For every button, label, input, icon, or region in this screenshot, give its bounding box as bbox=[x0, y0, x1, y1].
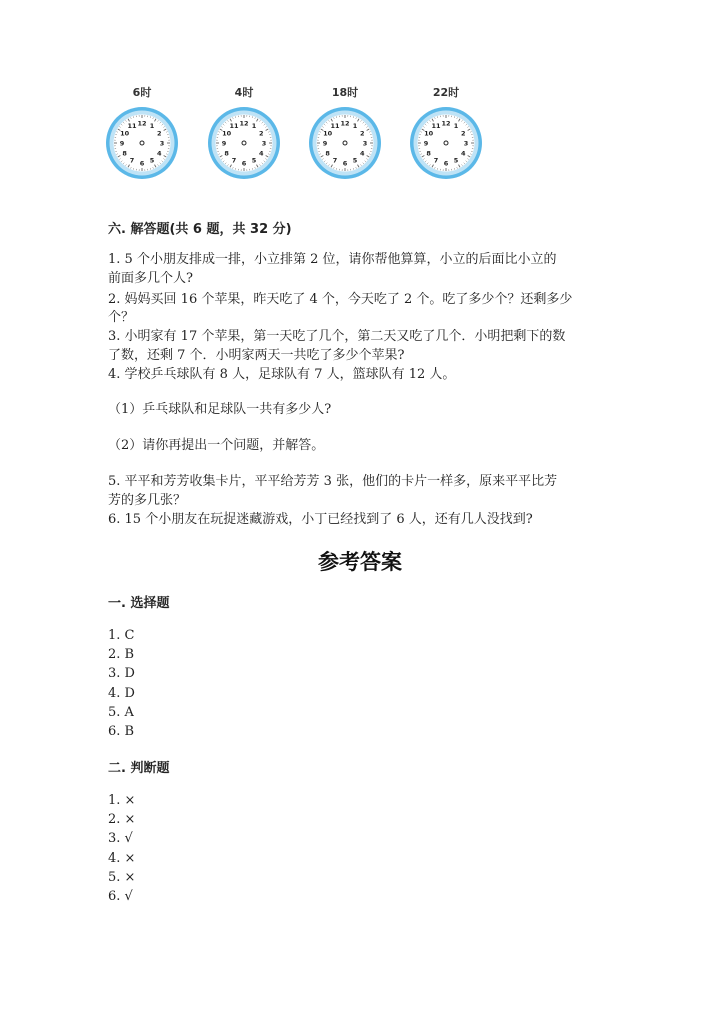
clock-number: 4 bbox=[259, 149, 264, 158]
question-1-line-1: 1. 5 个小朋友排成一排，小立排第 2 位，请你帮他算算，小立的后面比小立的 bbox=[108, 252, 557, 267]
clock-6 bbox=[103, 84, 181, 188]
clock-label: 18时 bbox=[331, 86, 359, 99]
clock-number: 3 bbox=[261, 139, 267, 148]
clock-number: 9 bbox=[322, 139, 328, 148]
clock-number: 2 bbox=[157, 129, 162, 138]
question-3-line-2: 了数，还剩 7 个．小明家两天一共吃了多少个苹果? bbox=[108, 348, 405, 363]
clock-number: 6 bbox=[241, 159, 247, 168]
clock-number: 11 bbox=[229, 122, 239, 131]
answers-part2-list bbox=[108, 791, 135, 906]
clock-4 bbox=[205, 84, 283, 188]
clock-row bbox=[103, 84, 493, 188]
clock-number: 11 bbox=[127, 122, 137, 131]
clock-face-icon bbox=[409, 106, 483, 180]
question-2-line-2: 个？ bbox=[108, 310, 135, 325]
clock-number: 4 bbox=[157, 149, 162, 158]
answer-item: 3. D bbox=[108, 666, 135, 682]
clock-number: 5 bbox=[149, 156, 155, 165]
clock-number: 11 bbox=[431, 122, 441, 131]
answer-item: 4. D bbox=[108, 685, 135, 701]
answer-item: 5. A bbox=[108, 704, 134, 720]
clock-face-icon bbox=[105, 106, 179, 180]
clock-number: 10 bbox=[120, 129, 130, 138]
clock-number: 10 bbox=[323, 129, 333, 138]
clock-number: 3 bbox=[159, 139, 165, 148]
clock-number: 1 bbox=[251, 122, 257, 131]
question-4-sub-1: （1）乒乓球队和足球队一共有多少人? bbox=[108, 402, 332, 417]
clock-number: 9 bbox=[119, 139, 125, 148]
question-2-line-1: 2. 妈妈买回 16 个苹果，昨天吃了 4 个，今天吃了 2 个。吃了多少个？还剩多少 bbox=[108, 292, 573, 307]
clock-label: 4时 bbox=[234, 86, 254, 99]
clock-number: 6 bbox=[342, 159, 348, 168]
question-1-line-2: 前面多几个人? bbox=[108, 271, 193, 286]
answer-item: 1. C bbox=[108, 628, 135, 643]
clock-number: 12 bbox=[137, 119, 147, 128]
answer-item: 4. × bbox=[108, 850, 136, 866]
clock-number: 12 bbox=[441, 119, 451, 128]
clock-number: 4 bbox=[461, 149, 466, 158]
section-title: 六. 解答题(共 6 题，共 32 分) bbox=[108, 222, 292, 237]
clock-number: 7 bbox=[231, 156, 237, 165]
clock-number: 12 bbox=[340, 119, 350, 128]
answers-part2-title: 二. 判断题 bbox=[108, 761, 170, 776]
clock-number: 8 bbox=[325, 149, 330, 158]
clock-number: 1 bbox=[453, 122, 459, 131]
clock-label: 22时 bbox=[432, 86, 460, 99]
clock-22 bbox=[407, 84, 485, 188]
clock-number: 6 bbox=[443, 159, 449, 168]
clock-number: 12 bbox=[239, 119, 249, 128]
clock-face-icon bbox=[207, 106, 281, 180]
clock-number: 5 bbox=[352, 156, 358, 165]
answer-item: 5. × bbox=[108, 869, 136, 885]
clock-number: 10 bbox=[222, 129, 232, 138]
clock-number: 9 bbox=[423, 139, 429, 148]
clock-number: 7 bbox=[433, 156, 439, 165]
question-4-sub-2: （2）请你再提出一个问题，并解答。 bbox=[108, 438, 325, 453]
clock-number: 8 bbox=[122, 149, 127, 158]
question-3-line-1: 3. 小明家有 17 个苹果，第一天吃了几个，第二天又吃了几个．小明把剩下的数 bbox=[108, 329, 566, 344]
clock-number: 4 bbox=[360, 149, 365, 158]
answers-part1-list bbox=[108, 626, 135, 741]
clock-number: 2 bbox=[360, 129, 365, 138]
clock-number: 6 bbox=[139, 159, 145, 168]
clock-number: 1 bbox=[352, 122, 358, 131]
answers-title: 参考答案 bbox=[318, 549, 402, 574]
clock-18 bbox=[306, 84, 384, 188]
clock-number: 10 bbox=[424, 129, 434, 138]
question-5-line-1: 5. 平平和芳芳收集卡片，平平给芳芳 3 张，他们的卡片一样多，原来平平比芳 bbox=[108, 474, 558, 489]
clock-number: 11 bbox=[330, 122, 340, 131]
question-6: 6. 15 个小朋友在玩捉迷藏游戏，小丁已经找到了 6 人，还有几人没找到? bbox=[108, 512, 533, 527]
clock-face-icon bbox=[308, 106, 382, 180]
question-4: 4. 学校乒乓球队有 8 人，足球队有 7 人，篮球队有 12 人。 bbox=[108, 367, 456, 382]
clock-number: 5 bbox=[453, 156, 459, 165]
answer-item: 6. √ bbox=[108, 889, 133, 905]
clock-number: 8 bbox=[426, 149, 431, 158]
clock-number: 3 bbox=[463, 139, 469, 148]
question-5-line-2: 芳的多几张？ bbox=[108, 493, 187, 508]
clock-label: 6时 bbox=[132, 86, 152, 99]
clock-number: 2 bbox=[461, 129, 466, 138]
clock-number: 7 bbox=[332, 156, 338, 165]
answer-item: 2. × bbox=[108, 812, 136, 828]
answers-part1-title: 一. 选择题 bbox=[108, 596, 170, 611]
clock-number: 1 bbox=[149, 122, 155, 131]
clock-number: 3 bbox=[362, 139, 368, 148]
clock-number: 8 bbox=[224, 149, 229, 158]
clock-number: 7 bbox=[129, 156, 135, 165]
clock-number: 5 bbox=[251, 156, 257, 165]
clock-number: 9 bbox=[221, 139, 227, 148]
clock-number: 2 bbox=[259, 129, 264, 138]
answer-item: 1. × bbox=[108, 793, 136, 808]
answer-item: 3. √ bbox=[108, 831, 133, 847]
answer-item: 6. B bbox=[108, 724, 135, 740]
answer-item: 2. B bbox=[108, 647, 135, 663]
